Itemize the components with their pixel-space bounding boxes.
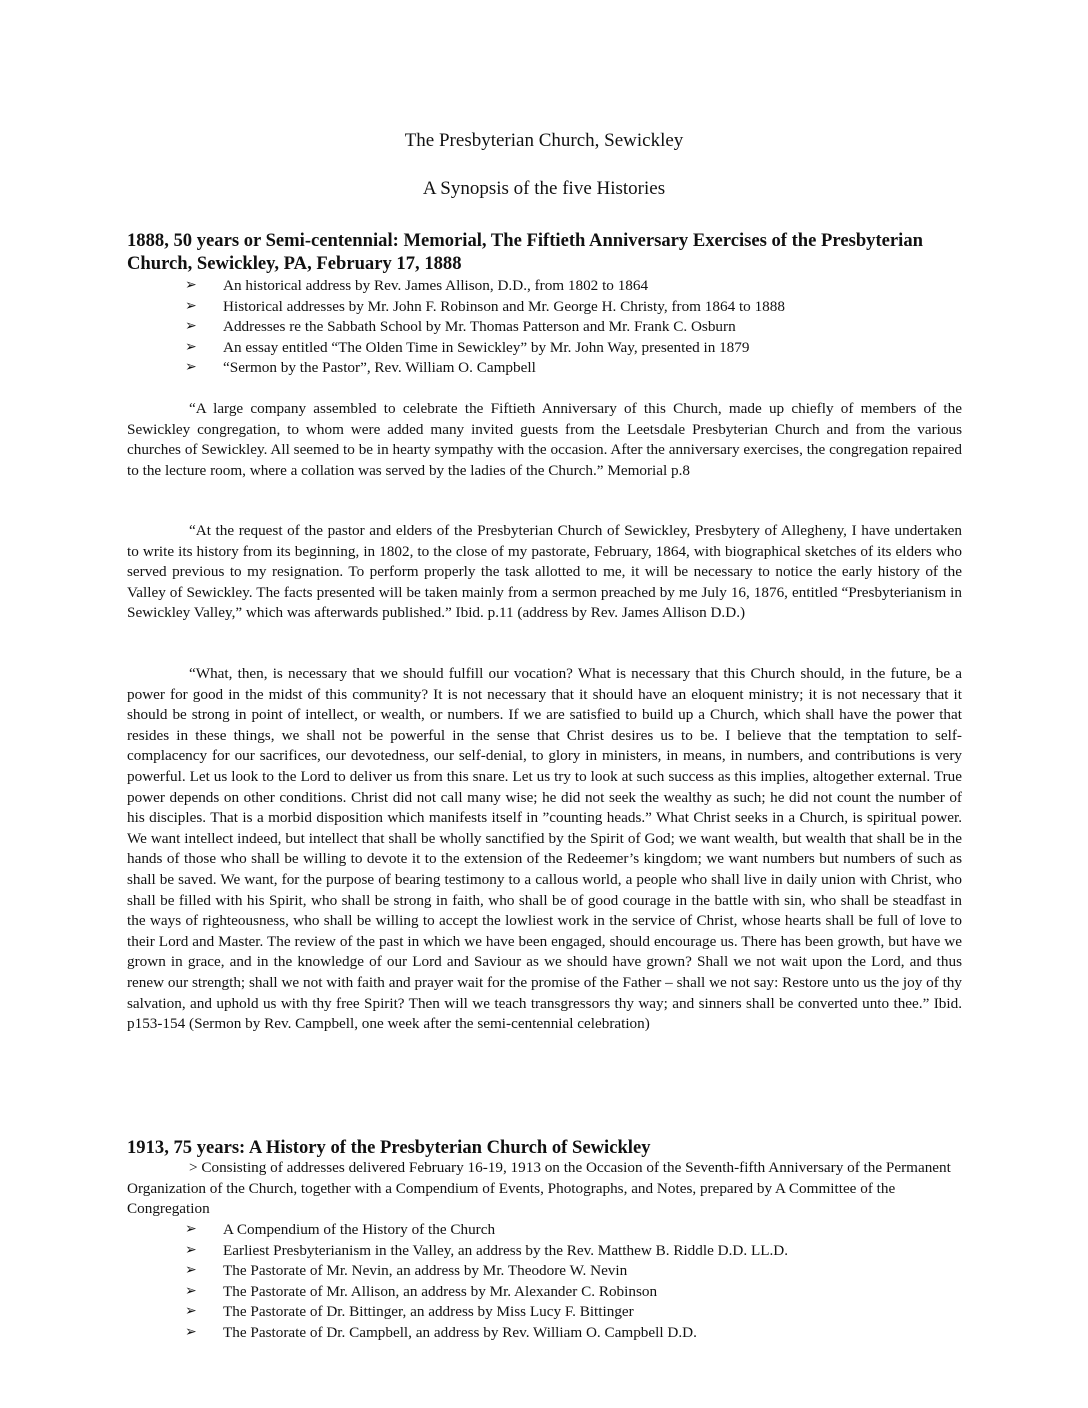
arrow-bullet-icon: ➢ xyxy=(185,1283,197,1299)
quote-paragraph-campbell-sermon: “What, then, is necessary that we should fulfill our vocation? What is necessary that this Church should, in the future, be a power for good in the midst of this community? It is not necessary that it should have an eloquent ministry; it is not necessary that it should be strong in point of intellect, or wealth, or numbers. If we are satisfied to build up a Church, which shall have the power that resides in these things, we shall not be powerful in the sense that Christ desires us to be. I believe that the temptation to self-complacency for our sacrifices, our devotedness, our self-denial, to glory in ministers, in means, in numbers, and contributions is very powerful. Let us look to the Lord to deliver us from this snare. Let us try to look at such success as this implies, altogether external. True power depends on other conditions. Christ did not call many wise; he did not seek the wealthy as such; he did not count the number of his disciples. That is a morbid disposition which manifests itself in ”counting heads.” What Christ seeks in a Church, is spiritual power. We want intellect indeed, but intellect that shall be wholly sanctified by the Spirit of God; we want wealth, but wealth that shall be in the hands of those who shall be willing to devote it to the extension of the Redeemer’s kingdom; we want numbers but numbers of such as shall be saved. We want, for the purpose of bearing testimony to a callous world, a people who shall live in daily union with Christ, who shall be filled with his Spirit, who shall be strong in faith, who shall be of good courage in the battle with sin, who shall be steadfast in the ways of righteousness, who shall be willing to accept the lowliest work in the service of Christ, whose hearts shall be full of love to their Lord and Master. The review of the past in which we have been engaged, should encourage us. There has been growth, but have we grown in grace, and in the knowledge of our Lord and Saviour as we should have grown? Shall we not wait upon the Lord, and thus renew our strength; shall we not with faith and prayer wait for the promise of the Father – shall we not say: Restore unto us the joy of thy salvation, and uphold us with thy free Spirit? Then will we teach transgressors thy way; and sinners shall be converted unto thee.” Ibid. p153-154 (Sermon by Rev. Campbell, one week after the semi-centennial celebration) xyxy=(127,665,962,1033)
arrow-bullet-icon: ➢ xyxy=(185,1263,197,1279)
list-item: ➢ Earliest Presbyterianism in the Valley, an address by the Rev. Matthew B. Riddle D.D. LL.D. xyxy=(185,1241,985,1262)
list-item: ➢ The Pastorate of Mr. Nevin, an address by Mr. Theodore W. Nevin xyxy=(185,1261,985,1282)
arrow-bullet-icon: ➢ xyxy=(185,319,197,335)
arrow-bullet-icon: ➢ xyxy=(185,360,197,376)
list-item: ➢ “Sermon by the Pastor”, Rev. William O. Campbell xyxy=(185,358,985,379)
list-item: ➢ An essay entitled “The Olden Time in Sewickley” by Mr. John Way, presented in 1879 xyxy=(185,338,985,359)
document-subtitle: A Synopsis of the five Histories xyxy=(422,178,666,199)
arrow-bullet-icon: ➢ xyxy=(185,1222,197,1237)
list-item: ➢ A Compendium of the History of the Church xyxy=(185,1220,985,1241)
list-item: ➢ The Pastorate of Dr. Campbell, an address by Rev. William O. Campbell D.D. xyxy=(185,1323,985,1344)
list-item: ➢ An historical address by Rev. James Allison, D.D., from 1802 to 1864 xyxy=(185,276,985,297)
arrow-bullet-icon: ➢ xyxy=(185,1242,197,1258)
quote-paragraph-memorial: “A large company assembled to celebrate the Fiftieth Anniversary of this Church, made up chiefly of members of the Sewickley congregation, to whom were added many invited guests from the Leetsdale Presbyterian Church and from the various churches of Sewickley. All seemed to be in hearty sympathy with the occasion. After the anniversary exercises, the congregation repaired to the lecture room, where a collation was served by the ladies of the Church.” Memorial p.8 xyxy=(127,400,962,479)
list-item: ➢ Historical addresses by Mr. John F. Robinson and Mr. George H. Christy, from 1864 to 1888 xyxy=(185,297,985,318)
section-1913-list xyxy=(185,1220,985,1344)
section-1888-list xyxy=(185,276,985,379)
section-1913-heading: 1913, 75 years: A History of the Presbyterian Church of Sewickley xyxy=(127,1137,651,1158)
arrow-bullet-icon: ➢ xyxy=(185,339,197,355)
section-1913-description: > Consisting of addresses delivered February 16-19, 1913 on the Occasion of the Seventh-fifth Anniversary of the Permanent Organization of the Church, together with a Compendium of Events, Photographs, and Notes, prepared by A Committee of the Congregation xyxy=(127,1159,951,1218)
arrow-bullet-icon: ➢ xyxy=(185,278,197,293)
arrow-bullet-icon: ➢ xyxy=(185,1324,197,1340)
list-item: ➢ The Pastorate of Dr. Bittinger, an address by Miss Lucy F. Bittinger xyxy=(185,1302,985,1323)
arrow-bullet-icon: ➢ xyxy=(185,1304,197,1320)
list-item: ➢ The Pastorate of Mr. Allison, an address by Mr. Alexander C. Robinson xyxy=(185,1282,985,1303)
quote-paragraph-allison: “At the request of the pastor and elders of the Presbyterian Church of Sewickley, Presbytery of Allegheny, I have undertaken to write its history from its beginning, in 1802, to the close of my pastorate, February, 1864, with biographical sketches of its elders who served previous to my resignation. To perform properly the task allotted to me, it will be necessary to notice the early history of the Valley of Sewickley. The facts presented will be taken mainly from a sermon preached by me July 16, 1876, entitled “Presbyterianism in Sewickley Valley,” which was afterwards published.” Ibid. p.11 (address by Rev. James Allison D.D.) xyxy=(127,522,962,622)
section-1888-heading: 1888, 50 years or Semi-centennial: Memorial, The Fiftieth Anniversary Exercises of the Presbyterian Church, Sewickley, PA, February 17, 1888 xyxy=(127,230,923,274)
document-title: The Presbyterian Church, Sewickley xyxy=(404,130,684,151)
arrow-bullet-icon: ➢ xyxy=(185,298,197,314)
list-item: ➢ Addresses re the Sabbath School by Mr. Thomas Patterson and Mr. Frank C. Osburn xyxy=(185,317,985,338)
